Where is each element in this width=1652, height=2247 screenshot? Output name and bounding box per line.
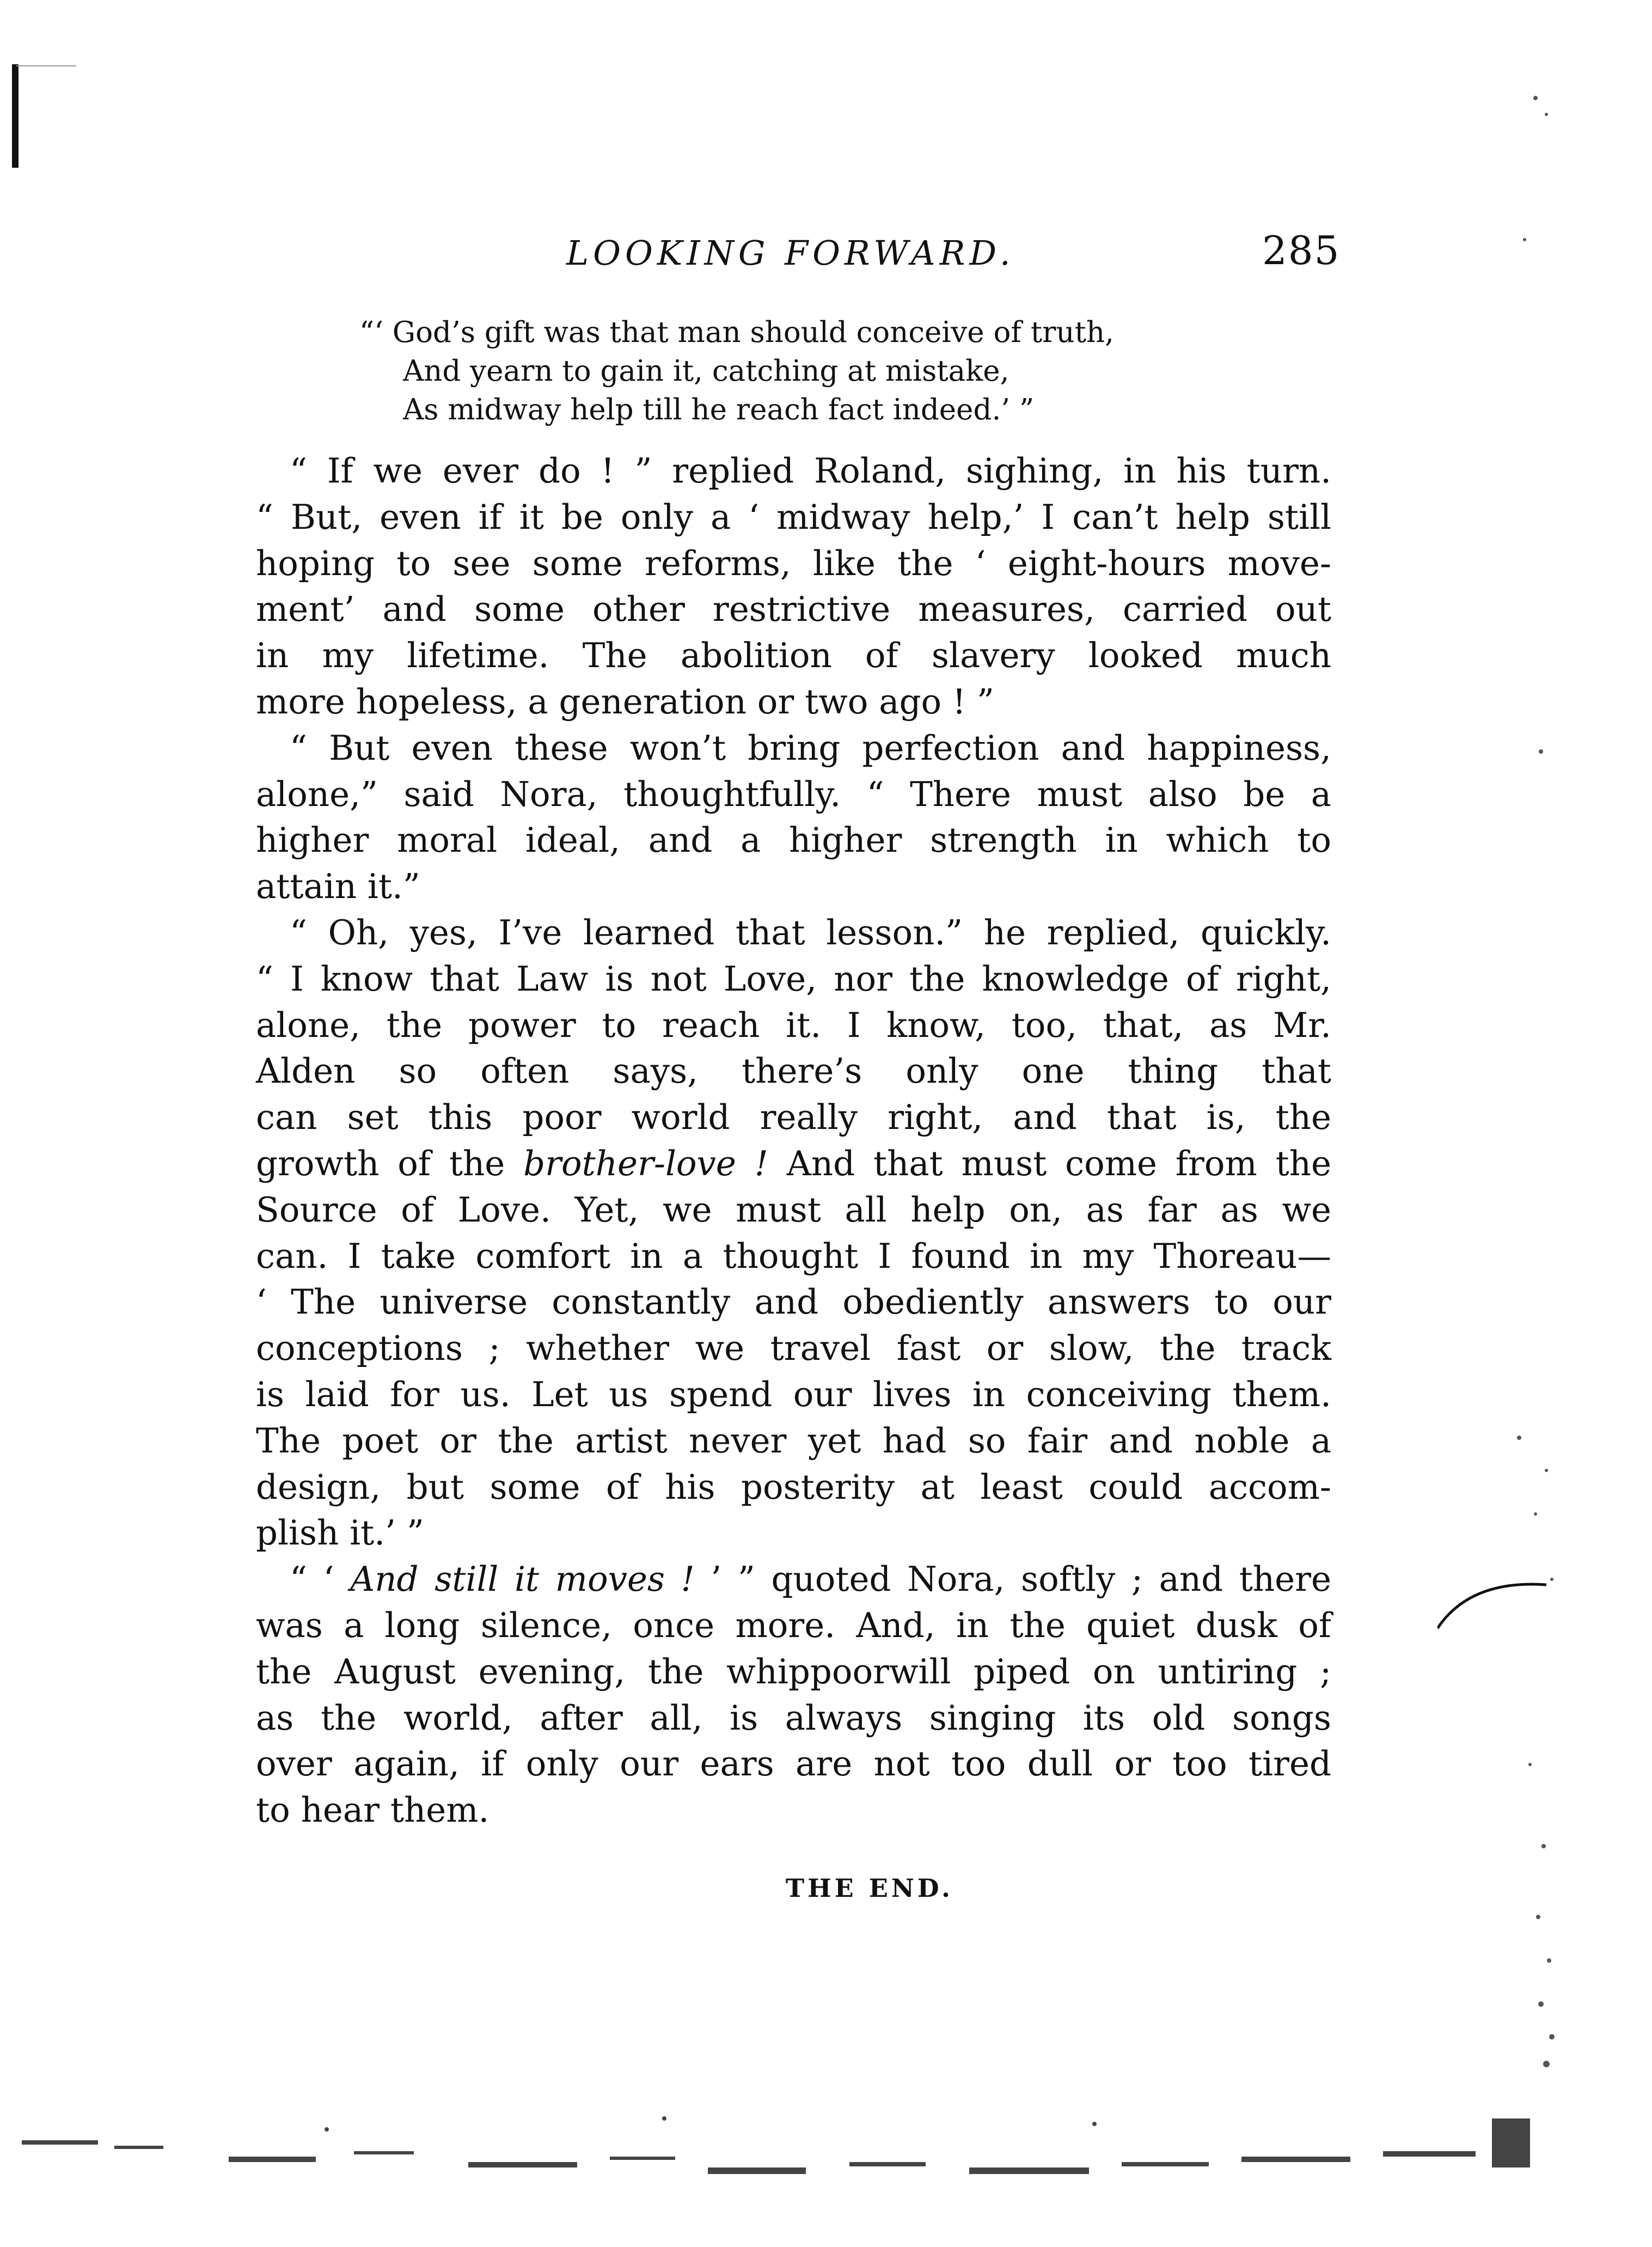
- text-line: was a long silence, once more. And, in the quiet dusk of: [256, 1605, 1331, 1645]
- text-line: attain it.”: [256, 866, 420, 907]
- running-title: LOOKING FORWARD.: [566, 233, 1015, 273]
- text-line: can set this poor world really right, and that is, the: [256, 1097, 1331, 1138]
- text-line: design, but some of his posterity at least could accom-: [256, 1467, 1331, 1507]
- scan-noise-bottom: [0, 2086, 1652, 2227]
- text-line: “ Oh, yes, I’ve learned that lesson.” he replied, quickly.: [290, 912, 1331, 952]
- text-line: to hear them.: [256, 1790, 490, 1830]
- text-line: Alden so often says, there’s only one thing that: [256, 1051, 1331, 1091]
- verse-line: And yearn to gain it, catching at mistake,: [403, 355, 1009, 388]
- scan-edge-mark: [12, 64, 19, 168]
- scan-noise-right: [1503, 76, 1568, 2091]
- text-line: more hopeless, a generation or two ago ! ”: [256, 681, 994, 722]
- text-line-with-italic: [256, 1556, 1331, 1603]
- verse-line: “‘ God’s gift was that man should conceive of truth,: [359, 316, 1114, 349]
- text-line: in my lifetime. The abolition of slavery looked much: [256, 636, 1331, 676]
- paragraph: [256, 725, 1331, 910]
- italic-phrase: brother-love !: [523, 1143, 768, 1183]
- text-line-with-italic: [256, 1141, 1331, 1187]
- page-number: 285: [1262, 228, 1341, 273]
- paragraph: [256, 1556, 1331, 1834]
- text-line: as the world, after all, is always singing its old songs: [256, 1698, 1331, 1738]
- paragraph: [256, 910, 1331, 1556]
- text-line: hoping to see some reforms, like the ‘ eight-hours move-: [256, 543, 1331, 583]
- text-line: can. I take comfort in a thought I found in my Thoreau—: [256, 1236, 1331, 1276]
- text-line: ment’ and some other restrictive measures, carried out: [256, 589, 1331, 630]
- text-line: “ But even these won’t bring perfection and happiness,: [290, 728, 1331, 768]
- text-line: “ If we ever do ! ” replied Roland, sighing, in his turn.: [290, 451, 1331, 491]
- text-line: is laid for us. Let us spend our lives in conceiving them.: [256, 1374, 1331, 1414]
- body-text: [256, 448, 1331, 1834]
- scan-edge-line: [16, 65, 76, 66]
- text-line: ‘ The universe constantly and obediently answers to our: [256, 1282, 1331, 1322]
- text-line: plish it.’ ”: [256, 1513, 424, 1553]
- text-line: alone, the power to reach it. I know, too, that, as Mr.: [256, 1005, 1331, 1045]
- text-line: higher moral ideal, and a higher strength in which to: [256, 820, 1331, 860]
- text-segment: “ ‘: [290, 1559, 351, 1599]
- text-line: conceptions ; whether we travel fast or slow, the track: [256, 1328, 1331, 1369]
- the-end: THE END.: [785, 1873, 954, 1903]
- text-segment: growth of the: [256, 1143, 524, 1183]
- verse-line: As midway help till he reach fact indeed.’ ”: [403, 393, 1035, 426]
- text-line: alone,” said Nora, thoughtfully. “ There must also be a: [256, 774, 1331, 814]
- text-segment: ’ ” quoted Nora, softly ; and there: [711, 1559, 1332, 1599]
- text-line: the August evening, the whippoorwill piped on untiring ;: [256, 1651, 1331, 1692]
- text-line: “ But, even if it be only a ‘ midway help,’ I can’t help still: [256, 497, 1331, 537]
- text-segment: And that must come from the: [768, 1143, 1331, 1183]
- text-line: Source of Love. Yet, we must all help on, as far as we: [256, 1189, 1331, 1230]
- text-line: The poet or the artist never yet had so fair and noble a: [256, 1420, 1331, 1461]
- text-line: “ I know that Law is not Love, nor the knowledge of right,: [256, 958, 1331, 999]
- paragraph: [256, 448, 1331, 725]
- epigraph-verse: [359, 313, 1114, 429]
- italic-phrase: And still it moves !: [350, 1559, 711, 1599]
- text-line: over again, if only our ears are not too dull or too tired: [256, 1744, 1331, 1784]
